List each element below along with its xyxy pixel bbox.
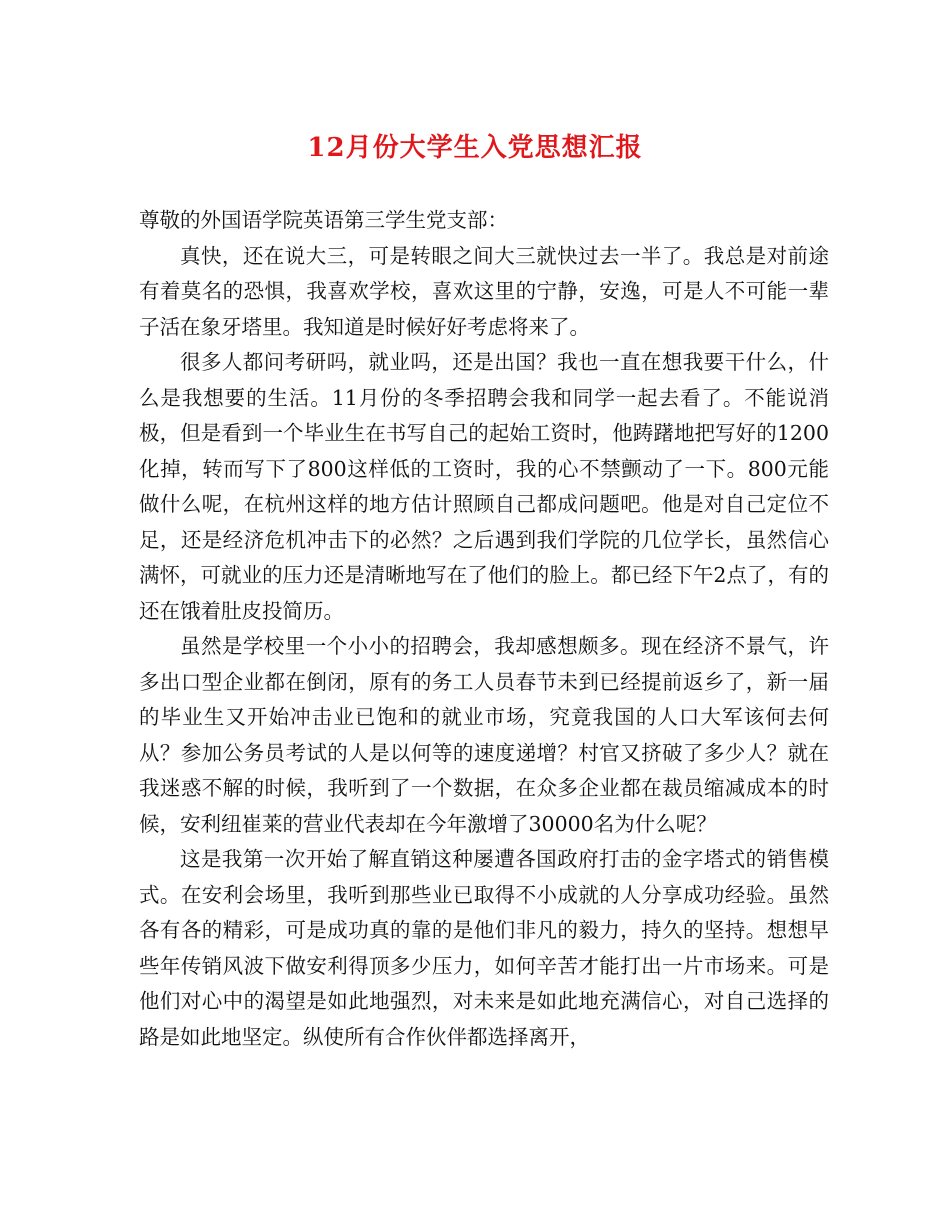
document-body bbox=[139, 203, 829, 1055]
paragraph-2: 很多人都问考研吗，就业吗，还是出国？我也一直在想我要干什么，什么是我想要的生活。11月份的冬季招聘会我和同学一起去看了。不能说消极，但是看到一个毕业生在书写自己的起始工资时，他踌躇地把写好的1200化掉，转而写下了800这样低的工资时，我的心不禁颤动了一下。800元能做什么呢，在杭州这样的地方估计照顾自己都成问题吧。他是对自己定位不足，还是经济危机冲击下的必然？之后遇到我们学院的几位学长，虽然信心满怀，可就业的压力还是清晰地写在了他们的脸上。都已经下午2点了，有的还在饿着肚皮投简历。 bbox=[139, 350, 829, 623]
salutation: 尊敬的外国语学院英语第三学生党支部： bbox=[139, 208, 508, 232]
document-title: 12月份大学生入党思想汇报 bbox=[307, 133, 643, 163]
paragraph-3: 虽然是学校里一个小小的招聘会，我却感想颇多。现在经济不景气，许多出口型企业都在倒闭，原有的务工人员春节未到已经提前返乡了，新一届的毕业生又开始冲击业已饱和的就业市场，究竟我国的人口大军该何去何从？参加公务员考试的人是以何等的速度递增？村官又挤破了多少人？就在我迷惑不解的时候，我听到了一个数据，在众多企业都在裁员缩减成本的时候，安利纽崔莱的营业代表却在今年激增了30000名为什么呢？ bbox=[139, 634, 829, 836]
paragraph-4: 这是我第一次开始了解直销这种屡遭各国政府打击的金字塔式的销售模式。在安利会场里，我听到那些业已取得不小成就的人分享成功经验。虽然各有各的精彩，可是成功真的靠的是他们非凡的毅力，持久的坚持。想想早些年传销风波下做安利得顶多少压力，如何辛苦才能打出一片市场来。可是他们对心中的渴望是如此地强烈，对未来是如此地充满信心，对自己选择的路是如此地坚定。纵使所有合作伙伴都选择离开， bbox=[139, 847, 829, 1049]
paragraph-1: 真快，还在说大三，可是转眼之间大三就快过去一半了。我总是对前途有着莫名的恐惧，我喜欢学校，喜欢这里的宁静，安逸，可是人不可能一辈子活在象牙塔里。我知道是时候好好考虑将来了。 bbox=[139, 243, 829, 339]
